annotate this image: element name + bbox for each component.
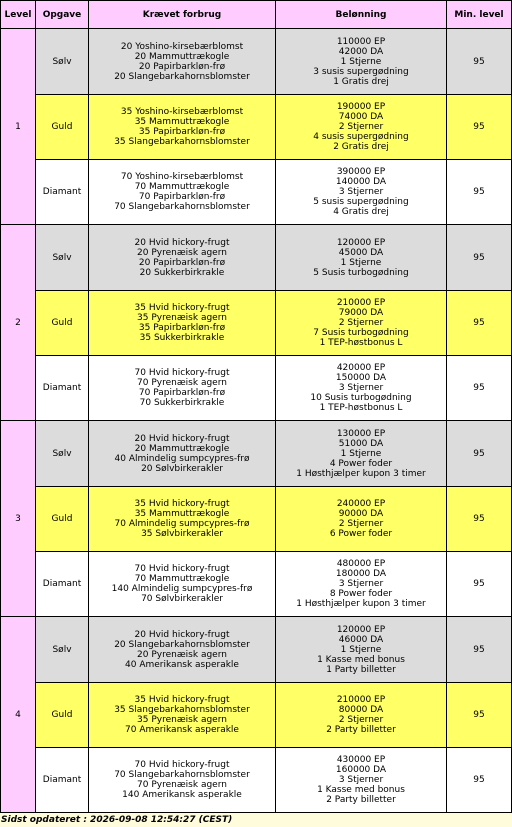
table-row [1,95,511,159]
reward-cell [276,160,446,224]
required-item: 70 Sukkerbirkrakle [139,398,225,408]
required-cell [89,552,275,616]
required-item: 35 Mammuttrækogle [134,509,230,519]
reward-item: 1 Kasse med bonus [317,785,405,795]
min-level-cell: 95 [447,748,511,812]
required-cell [89,29,275,94]
required-item: 20 Yoshino-kirsebærblomst [120,41,244,52]
table-row [1,617,511,682]
min-level-cell: 95 [447,291,511,355]
table-row [1,29,511,94]
table-row [1,421,511,486]
reward-item: 3 susis supergødning [313,66,409,77]
task-cell: Diamant [36,552,88,616]
required-item: 35 Pyrenæisk agern [137,313,227,323]
level-cell: 3 [1,421,35,616]
reward-item: 1 Party billetter [326,664,396,675]
reward-item: 430000 EP [336,755,386,765]
required-item: 20 Papirbarkløn-frø [138,61,226,72]
reward-item: 79000 DA [338,308,384,318]
required-cell [89,356,275,420]
required-cell [89,617,275,682]
required-item: 35 Pyrenæisk agern [137,715,227,725]
reward-item: 160000 DA [335,765,387,775]
header-level: Level [1,1,35,28]
task-cell: Guld [36,487,88,551]
reward-cell [276,29,446,94]
reward-item: 2 Party billetter [326,795,396,805]
min-level-cell: 95 [447,95,511,159]
required-item: 140 Almindelig sumpcypres-frø [111,584,253,594]
required-item: 35 Yoshino-kirsebærblomst [120,107,244,117]
required-item: 70 Hvid hickory-frugt [134,564,230,574]
required-item: 20 Slangebarkahornsblomster [114,71,250,82]
required-item: 35 Hvid hickory-frugt [134,303,230,313]
min-level-cell: 95 [447,421,511,486]
table-row [1,160,511,224]
required-item: 20 Hvid hickory-frugt [134,433,230,444]
min-level-cell: 95 [447,225,511,290]
reward-item: 7 Susis turbogødning [313,328,409,338]
reward-item: 1 TEP-høstbonus L [319,403,403,413]
required-cell [89,748,275,812]
required-item: 20 Sølvbirkerakler [141,463,223,474]
last-updated: Sidst opdateret : 2026-09-08 12:54:27 (CEST) [1,815,233,825]
reward-item: 1 Stjerne [340,448,382,459]
task-cell: Guld [36,683,88,747]
required-item: 40 Amerikansk asperakle [125,659,239,670]
reward-item: 1 Stjerne [340,56,382,67]
level-cell: 4 [1,617,35,812]
required-cell [89,225,275,290]
reward-item: 5 susis supergødning [313,197,409,207]
reward-cell [276,356,446,420]
reward-cell [276,552,446,616]
reward-item: 480000 EP [336,559,386,569]
reward-item: 240000 EP [336,499,386,509]
task-cell: Sølv [36,225,88,290]
reward-item: 74000 DA [338,112,384,122]
table-row [1,487,511,551]
task-cell: Diamant [36,160,88,224]
table-row [1,225,511,290]
reward-item: 150000 DA [335,373,387,383]
reward-cell [276,748,446,812]
required-item: 40 Almindelig sumpcypres-frø [114,453,250,464]
required-item: 140 Amerikansk asperakle [122,790,242,800]
task-cell: Diamant [36,748,88,812]
reward-item: 51000 DA [338,438,384,449]
reward-cell [276,487,446,551]
reward-item: 1 Høsthjælper kupon 3 timer [296,468,426,479]
required-cell [89,160,275,224]
required-item: 35 Mammuttrækogle [134,117,230,127]
required-item: 70 Pyrenæisk agern [137,780,227,790]
reward-cell [276,617,446,682]
required-item: 70 Hvid hickory-frugt [134,368,230,378]
reward-item: 120000 EP [336,624,386,635]
reward-item: 4 susis supergødning [313,132,409,142]
reward-item: 3 Stjerner [338,383,384,393]
min-level-cell: 95 [447,487,511,551]
reward-item: 2 Party billetter [326,725,396,735]
required-item: 20 Hvid hickory-frugt [134,629,230,640]
task-cell: Diamant [36,356,88,420]
reward-item: 390000 EP [336,167,386,177]
reward-cell [276,683,446,747]
reward-item: 180000 DA [335,569,387,579]
header-task: Opgave [36,1,88,28]
required-item: 70 Mammuttrækogle [134,574,230,584]
required-item: 35 Papirbarkløn-frø [138,127,226,137]
required-item: 20 Pyrenæisk agern [137,247,227,258]
reward-item: 4 Power foder [329,458,393,469]
required-item: 70 Yoshino-kirsebærblomst [120,172,244,182]
reward-item: 190000 EP [336,102,386,112]
reward-item: 3 Stjerner [338,579,384,589]
min-level-cell: 95 [447,617,511,682]
reward-item: 45000 DA [338,247,384,258]
required-cell [89,487,275,551]
required-item: 70 Sølvbirkerakler [141,594,223,604]
required-cell [89,683,275,747]
reward-item: 3 Stjerner [338,187,384,197]
required-cell [89,421,275,486]
reward-item: 8 Power foder [329,589,393,599]
required-item: 35 Sukkerbirkrakle [139,333,225,343]
table-row [1,552,511,616]
required-item: 70 Slangebarkahornsblomster [114,770,250,780]
table-row [1,683,511,747]
reward-item: 1 Høsthjælper kupon 3 timer [296,599,426,609]
required-item: 35 Hvid hickory-frugt [134,499,230,509]
reward-item: 1 TEP-høstbonus L [319,338,403,348]
required-item: 70 Slangebarkahornsblomster [114,202,250,212]
required-item: 70 Almindelig sumpcypres-frø [114,519,250,529]
table-row [1,748,511,812]
required-item: 35 Slangebarkahornsblomster [114,137,250,147]
reward-item: 110000 EP [336,36,386,47]
required-item: 20 Papirbarkløn-frø [138,257,226,268]
reward-item: 46000 DA [338,634,384,645]
reward-item: 80000 DA [338,705,384,715]
required-item: 35 Hvid hickory-frugt [134,695,230,705]
reward-item: 120000 EP [336,237,386,248]
reward-item: 42000 DA [338,46,384,57]
reward-item: 1 Stjerne [340,644,382,655]
required-item: 35 Papirbarkløn-frø [138,323,226,333]
reward-item: 6 Power foder [329,529,393,539]
task-cell: Sølv [36,617,88,682]
reward-cell [276,225,446,290]
min-level-cell: 95 [447,356,511,420]
task-cell: Guld [36,291,88,355]
min-level-cell: 95 [447,29,511,94]
reward-item: 420000 EP [336,363,386,373]
reward-cell [276,95,446,159]
reward-item: 1 Gratis drej [333,76,389,87]
reward-item: 210000 EP [336,298,386,308]
required-item: 35 Sølvbirkerakler [141,529,223,539]
min-level-cell: 95 [447,160,511,224]
reward-item: 3 Stjerner [338,775,384,785]
level-cell: 2 [1,225,35,420]
reward-item: 2 Stjerner [338,519,384,529]
reward-cell [276,421,446,486]
required-item: 70 Pyrenæisk agern [137,378,227,388]
required-item: 20 Pyrenæisk agern [137,649,227,660]
required-item: 70 Amerikansk asperakle [125,725,239,735]
header-reward: Belønning [276,1,446,28]
table-row [1,356,511,420]
task-cell: Sølv [36,421,88,486]
required-item: 70 Papirbarkløn-frø [138,388,226,398]
reward-item: 210000 EP [336,695,386,705]
min-level-cell: 95 [447,552,511,616]
task-cell: Guld [36,95,88,159]
required-item: 20 Mammuttrækogle [134,443,230,454]
reward-item: 2 Stjerner [338,715,384,725]
required-item: 20 Mammuttrækogle [134,51,230,62]
required-item: 35 Slangebarkahornsblomster [114,705,250,715]
reward-item: 2 Gratis drej [333,142,389,152]
required-item: 20 Hvid hickory-frugt [134,237,230,248]
required-cell [89,95,275,159]
reward-item: 5 Susis turbogødning [313,267,409,278]
header-min-level: Min. level [447,1,511,28]
header-required: Krævet forbrug [89,1,275,28]
reward-item: 90000 DA [338,509,384,519]
reward-item: 2 Stjerner [338,318,384,328]
task-cell: Sølv [36,29,88,94]
required-cell [89,291,275,355]
reward-item: 4 Gratis drej [333,207,389,217]
required-item: 70 Papirbarkløn-frø [138,192,226,202]
reward-item: 140000 DA [335,177,387,187]
table-row [1,291,511,355]
level-cell: 1 [1,29,35,224]
reward-cell [276,291,446,355]
reward-item: 130000 EP [336,428,386,439]
required-item: 70 Hvid hickory-frugt [134,760,230,770]
reward-item: 10 Susis turbogødning [310,393,412,403]
table-body [1,29,511,812]
required-item: 20 Sukkerbirkrakle [139,267,225,278]
required-item: 70 Mammuttrækogle [134,182,230,192]
required-item: 20 Slangebarkahornsblomster [114,639,250,650]
reward-item: 1 Stjerne [340,257,382,268]
reward-item: 2 Stjerner [338,122,384,132]
reward-item: 1 Kasse med bonus [317,654,405,665]
header-row [1,1,511,28]
min-level-cell: 95 [447,683,511,747]
